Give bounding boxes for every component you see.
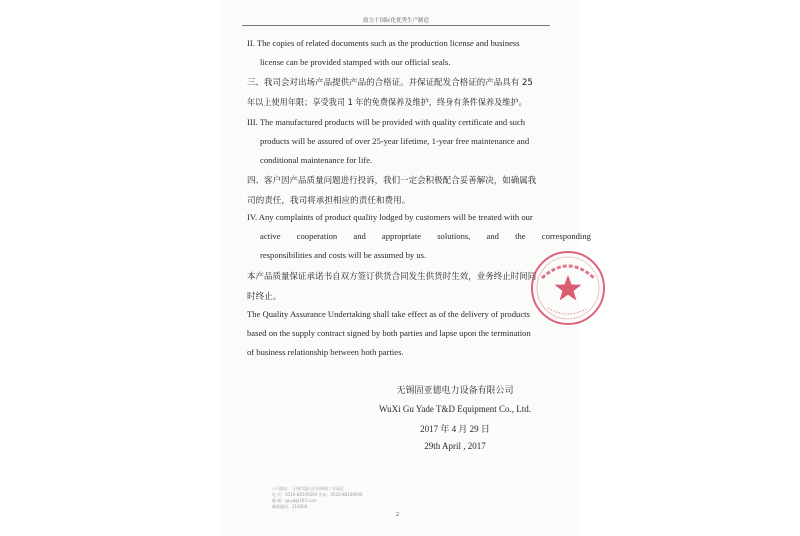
body-line: 四、客户因产品质量问题进行投诉，我们一定会积极配合妥善解决，如确属我: [247, 176, 537, 186]
body-line: license can be provided stamped with our official seals.: [260, 57, 451, 67]
body-line: responsibilities and costs will be assumed by us.: [260, 250, 427, 260]
page-header: 致力于国际化优秀生产制造: [362, 18, 429, 24]
footer-phone: 电 话：0510-88109293 传真：0510-88109296: [272, 492, 363, 497]
company-name-cn: 无锡固亚德电力设备有限公司: [396, 386, 514, 396]
company-seal-stamp: [528, 248, 608, 328]
date-en: 29th April , 2017: [424, 441, 486, 451]
footer-postcode: 邮政编码：214000: [272, 504, 308, 509]
body-line: conditional maintenance for life.: [260, 155, 373, 165]
body-line: products will be assured of over 25-year lifetime, 1-year free maintenance and: [260, 136, 530, 146]
body-line: 三、我司会对出场产品提供产品的合格证。并保证配发合格证的产品具有 25: [247, 78, 533, 88]
seal-icon: [528, 248, 608, 328]
body-line: III. The manufactured products will be provided with quality certificate and such: [247, 117, 526, 127]
date-cn: 2017 年 4 月 29 日: [420, 424, 490, 434]
footer-email: 邮 箱：guyd@163.com: [272, 498, 317, 503]
header-divider: [242, 25, 550, 26]
footer-address: 公司地址：无锡市惠山区前洲镇工业园区: [272, 486, 344, 491]
body-line: IV. Any complaints of product quality lodged by customers will be treated with our: [247, 212, 533, 222]
body-line: 年以上使用年限；享受我司 1 年的免费保养及维护，终身有条件保养及维护。: [247, 98, 527, 108]
body-line: II. The copies of related documents such as the production license and business: [247, 38, 520, 48]
body-line: of business relationship between both parties.: [247, 347, 404, 357]
body-line: 司的责任，我司将承担相应的责任和费用。: [247, 196, 411, 206]
body-line: 时终止。: [247, 292, 282, 302]
page-number: 2: [396, 512, 399, 518]
company-name-en: WuXi Gu Yade T&D Equipment Co., Ltd.: [379, 404, 531, 414]
body-line: 本产品质量保证承诺书自双方签订供货合同发生供货时生效，业务终止时间同: [247, 272, 537, 282]
body-line: active cooperation and appropriate solutions, and the corresponding: [260, 231, 591, 241]
body-line: based on the supply contract signed by both parties and lapse upon the termination: [247, 328, 531, 338]
body-line: The Quality Assurance Undertaking shall take effect as of the delivery of products: [247, 309, 530, 319]
